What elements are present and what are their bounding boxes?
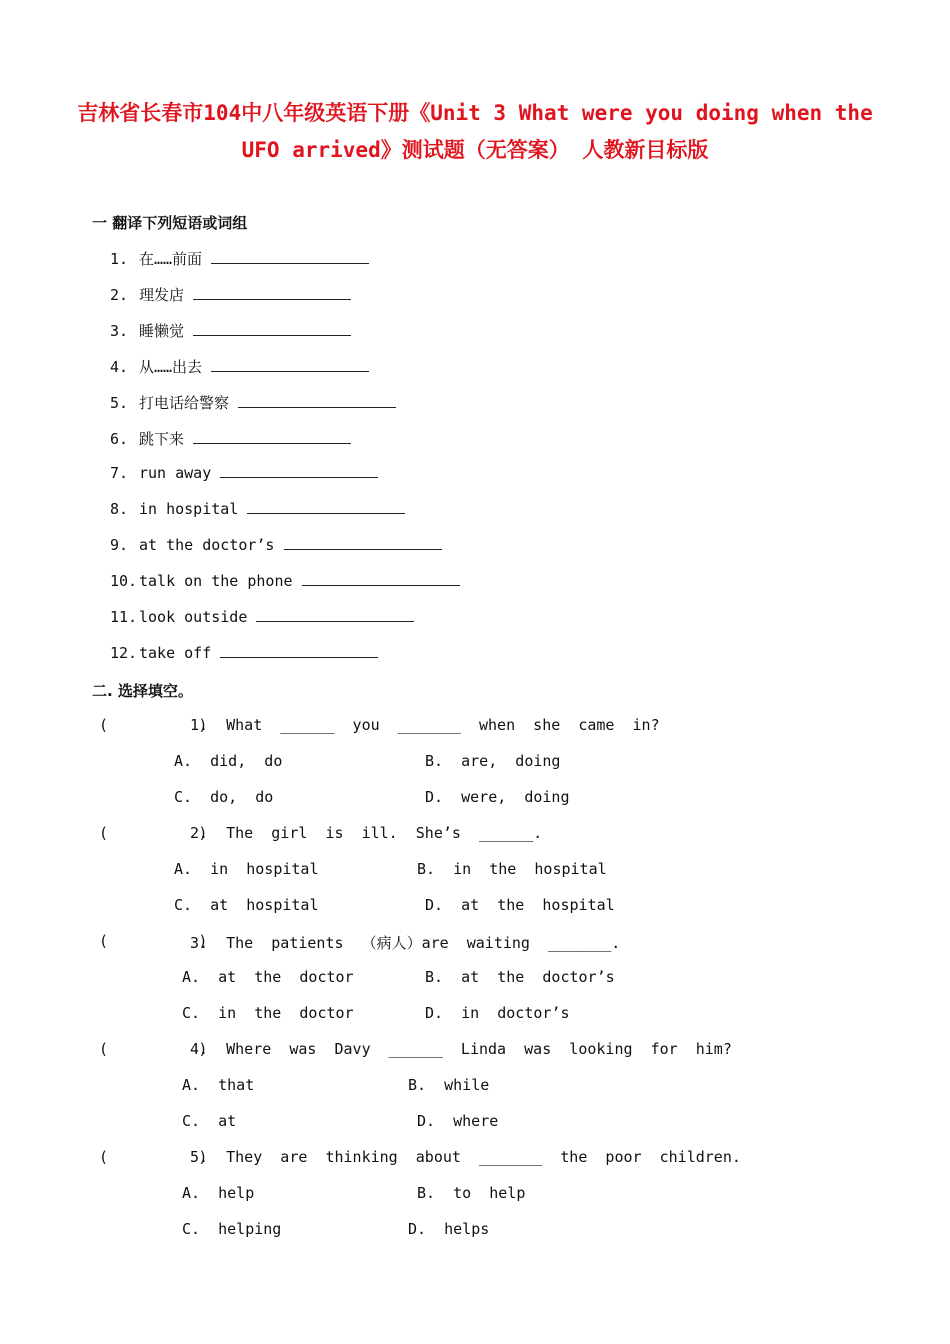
item-number: 4. bbox=[110, 358, 129, 376]
option-b: B. while bbox=[408, 1076, 490, 1094]
item-text: at the doctor’s bbox=[139, 536, 275, 554]
list-item bbox=[110, 608, 414, 626]
item-number: 11. bbox=[110, 608, 138, 626]
item-number: 5. bbox=[110, 394, 129, 412]
item-text: 在……前面 bbox=[139, 250, 203, 268]
list-item bbox=[110, 320, 351, 341]
option-b: B. to help bbox=[417, 1184, 526, 1202]
option-c: C. do, do bbox=[174, 788, 274, 806]
list-item bbox=[110, 572, 460, 590]
title-line-1: 吉林省长春市104中八年级英语下册《Unit 3 What were you doing when the bbox=[77, 101, 873, 125]
item-text: run away bbox=[139, 464, 212, 482]
question-stem: 4. Where was Davy ______ Linda was looking for him? bbox=[190, 1040, 732, 1058]
option-d: D. in doctor’s bbox=[425, 1004, 570, 1022]
answer-parentheses[interactable]: ( ) bbox=[99, 716, 208, 734]
option-b: B. in the hospital bbox=[417, 860, 607, 878]
list-item bbox=[110, 500, 405, 518]
list-item bbox=[110, 644, 378, 662]
item-text: in hospital bbox=[139, 500, 239, 518]
list-item bbox=[110, 428, 351, 449]
list-item bbox=[110, 248, 369, 269]
item-number: 8. bbox=[110, 500, 129, 518]
answer-blank[interactable] bbox=[220, 464, 378, 478]
question-stem: 3. The patients （病人）are waiting _______. bbox=[190, 934, 621, 952]
answer-blank[interactable] bbox=[211, 250, 369, 264]
item-number: 12. bbox=[110, 644, 138, 662]
item-number: 7. bbox=[110, 464, 129, 482]
item-number: 1. bbox=[110, 250, 129, 268]
item-text: look outside bbox=[139, 608, 248, 626]
answer-blank[interactable] bbox=[284, 536, 442, 550]
item-number: 3. bbox=[110, 322, 129, 340]
option-b: B. at the doctor’s bbox=[425, 968, 615, 986]
option-d: D. where bbox=[417, 1112, 499, 1130]
option-d: D. helps bbox=[408, 1220, 490, 1238]
item-text: 从……出去 bbox=[139, 358, 203, 376]
option-a: A. at the doctor bbox=[182, 968, 354, 986]
document-title bbox=[60, 95, 890, 169]
list-item bbox=[110, 464, 378, 482]
answer-blank[interactable] bbox=[238, 394, 396, 408]
title-line-2: UFO arrived》测试题（无答案） 人教新目标版 bbox=[241, 138, 709, 162]
list-item bbox=[110, 356, 369, 377]
answer-parentheses[interactable]: ( ) bbox=[99, 824, 208, 842]
answer-parentheses[interactable]: ( ) bbox=[99, 1148, 208, 1166]
answer-blank[interactable] bbox=[302, 572, 460, 586]
item-number: 9. bbox=[110, 536, 129, 554]
item-text: 跳下来 bbox=[139, 430, 185, 448]
answer-blank[interactable] bbox=[193, 430, 351, 444]
item-text: 睡懒觉 bbox=[139, 322, 185, 340]
question-stem: 2. The girl is ill. She’s ______. bbox=[190, 824, 543, 842]
question-stem: 1. What ______ you _______ when she came in? bbox=[190, 716, 660, 734]
list-item bbox=[110, 284, 351, 305]
section-2-heading: 二. 选择填空。 bbox=[92, 682, 193, 700]
answer-blank[interactable] bbox=[247, 500, 405, 514]
answer-blank[interactable] bbox=[220, 644, 378, 658]
option-c: C. in the doctor bbox=[182, 1004, 354, 1022]
item-text: talk on the phone bbox=[139, 572, 293, 590]
answer-blank[interactable] bbox=[193, 286, 351, 300]
section-1-heading: 一 翻译下列短语或词组 bbox=[92, 214, 248, 232]
answer-parentheses[interactable]: ( ) bbox=[99, 1040, 208, 1058]
option-d: D. at the hospital bbox=[425, 896, 615, 914]
item-text: take off bbox=[139, 644, 212, 662]
item-number: 2. bbox=[110, 286, 129, 304]
list-item bbox=[110, 392, 396, 413]
option-a: A. that bbox=[182, 1076, 255, 1094]
item-number: 6. bbox=[110, 430, 129, 448]
option-c: C. at bbox=[182, 1112, 237, 1130]
list-item bbox=[110, 536, 442, 554]
option-c: C. helping bbox=[182, 1220, 282, 1238]
item-text: 打电话给警察 bbox=[139, 394, 230, 412]
option-c: C. at hospital bbox=[174, 896, 319, 914]
option-d: D. were, doing bbox=[425, 788, 570, 806]
option-b: B. are, doing bbox=[425, 752, 561, 770]
item-number: 10. bbox=[110, 572, 138, 590]
answer-blank[interactable] bbox=[256, 608, 414, 622]
item-text: 理发店 bbox=[139, 286, 185, 304]
question-stem: 5. They are thinking about _______ the poor children. bbox=[190, 1148, 741, 1166]
option-a: A. help bbox=[182, 1184, 255, 1202]
answer-blank[interactable] bbox=[211, 358, 369, 372]
option-a: A. did, do bbox=[174, 752, 283, 770]
answer-blank[interactable] bbox=[193, 322, 351, 336]
option-a: A. in hospital bbox=[174, 860, 319, 878]
answer-parentheses[interactable]: ( ) bbox=[99, 932, 208, 950]
